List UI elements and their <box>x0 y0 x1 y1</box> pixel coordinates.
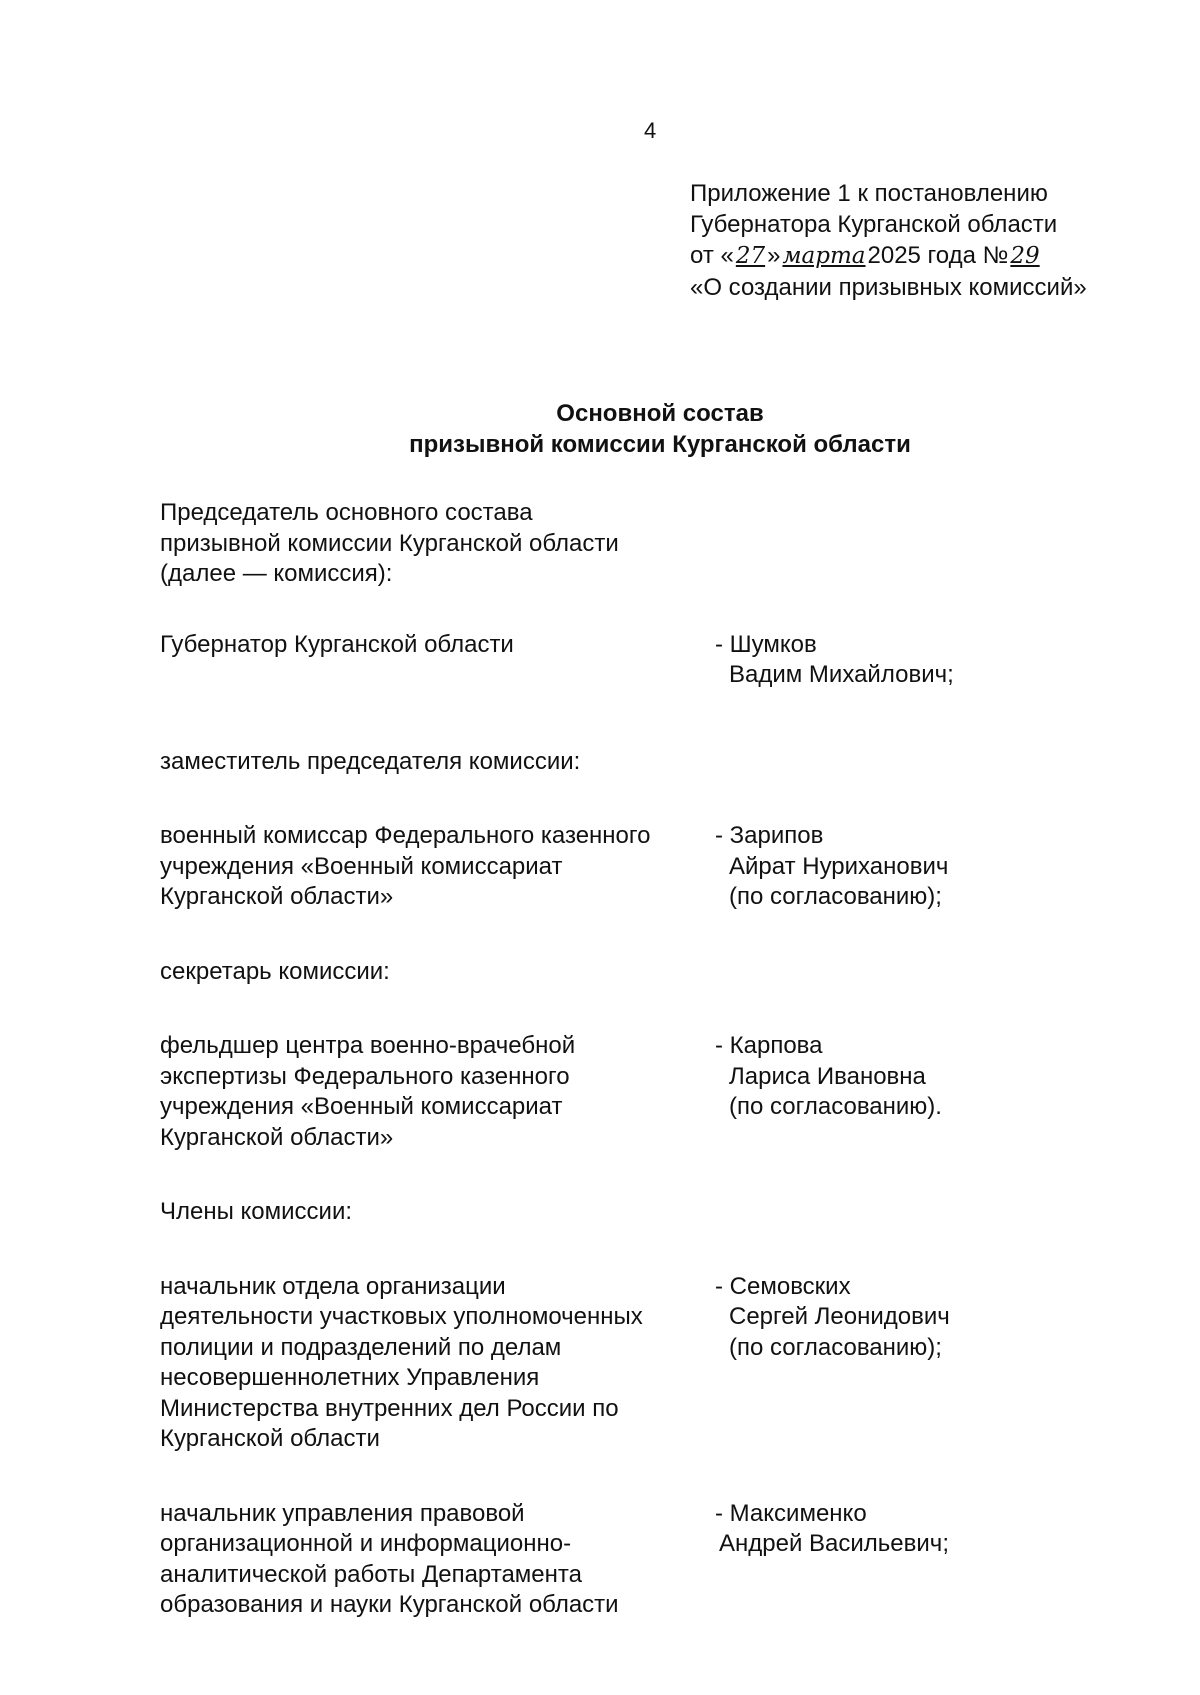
appendix-header <box>690 178 1087 303</box>
person-note: (по согласованию); <box>729 1333 942 1361</box>
role-line: деятельности участковых уполномоченных <box>160 1303 643 1330</box>
person-surname: - Максименко <box>715 1499 867 1527</box>
member-role <box>160 821 715 913</box>
section-heading: заместитель председателя комиссии: <box>160 747 581 775</box>
document-title <box>0 398 1200 460</box>
member-entry <box>160 1272 1060 1455</box>
person-surname: - Семовских <box>715 1272 851 1300</box>
person-note: (по согласованию); <box>729 883 942 910</box>
role-line: Курганской области» <box>160 1123 394 1151</box>
person-name: Лариса Ивановна <box>729 1062 926 1090</box>
section-heading: секретарь комиссии: <box>160 957 390 985</box>
member-person <box>715 630 1060 691</box>
intro-line-2: призывной комиссии Курганской области <box>160 529 619 557</box>
title-line-1: Основной состав <box>556 400 764 427</box>
page-number: 4 <box>644 118 657 143</box>
intro-line-3: (далее — комиссия): <box>160 560 393 587</box>
title-line-2: призывной комиссии Курганской области <box>409 431 911 458</box>
handwritten-number: 29 <box>1010 243 1040 269</box>
appendix-line-2: Губернатора Курганской области <box>690 211 1058 238</box>
handwritten-day: 27 <box>735 243 766 269</box>
member-role <box>160 1272 715 1455</box>
date-year: 2025 года № <box>867 242 1009 269</box>
role-line: учреждения «Военный комиссариат <box>160 852 563 880</box>
role-line: Курганской области <box>160 1425 380 1452</box>
date-mid: » <box>767 242 781 269</box>
member-person <box>715 1272 1060 1455</box>
commission-list <box>160 498 1060 1665</box>
role-line: начальник управления правовой <box>160 1499 525 1527</box>
role-line: аналитической работы Департамента <box>160 1560 582 1588</box>
role-line: начальник отдела организации <box>160 1272 506 1300</box>
role-line: фельдшер центра военно-врачебной <box>160 1032 576 1059</box>
person-note: (по согласованию). <box>729 1093 942 1120</box>
role-line: Губернатор Курганской области <box>160 630 514 658</box>
role-line: несовершеннолетних Управления <box>160 1364 540 1391</box>
chairman-intro <box>160 498 1060 590</box>
role-line: полиции и подразделений по делам <box>160 1333 562 1361</box>
appendix-line-1: Приложение 1 к постановлению <box>690 180 1048 207</box>
member-person <box>715 1499 1060 1621</box>
member-entry <box>160 1031 1060 1153</box>
person-name: Андрей Васильевич; <box>719 1530 949 1557</box>
date-prefix: от « <box>690 242 734 269</box>
role-line: Министерства внутренних дел России по <box>160 1394 619 1422</box>
member-person <box>715 1031 1060 1153</box>
member-role <box>160 1499 715 1621</box>
appendix-line-4: «О создании призывных комиссий» <box>690 274 1087 301</box>
handwritten-month: марта <box>782 243 866 269</box>
member-entry <box>160 630 1060 691</box>
role-line: военный комиссар Федерального казенного <box>160 822 651 849</box>
member-person <box>715 821 1060 913</box>
person-name: Айрат Нуриханович <box>729 852 949 880</box>
member-role <box>160 1031 715 1153</box>
person-surname: - Карпова <box>715 1032 823 1059</box>
intro-line-1: Председатель основного состава <box>160 499 533 526</box>
member-entry <box>160 821 1060 913</box>
person-name: Сергей Леонидович <box>729 1303 950 1330</box>
role-line: Курганской области» <box>160 883 394 910</box>
role-line: организационной и информационно- <box>160 1530 572 1557</box>
member-role <box>160 630 715 691</box>
role-line: учреждения «Военный комиссариат <box>160 1093 563 1120</box>
person-surname: - Шумков <box>715 630 817 658</box>
person-name: Вадим Михайлович; <box>729 661 954 688</box>
role-line: образования и науки Курганской области <box>160 1591 619 1618</box>
member-entry <box>160 1499 1060 1621</box>
role-line: экспертизы Федерального казенного <box>160 1062 570 1090</box>
section-heading: Члены комиссии: <box>160 1198 353 1225</box>
appendix-line-3 <box>690 240 1087 272</box>
person-surname: - Зарипов <box>715 822 824 849</box>
